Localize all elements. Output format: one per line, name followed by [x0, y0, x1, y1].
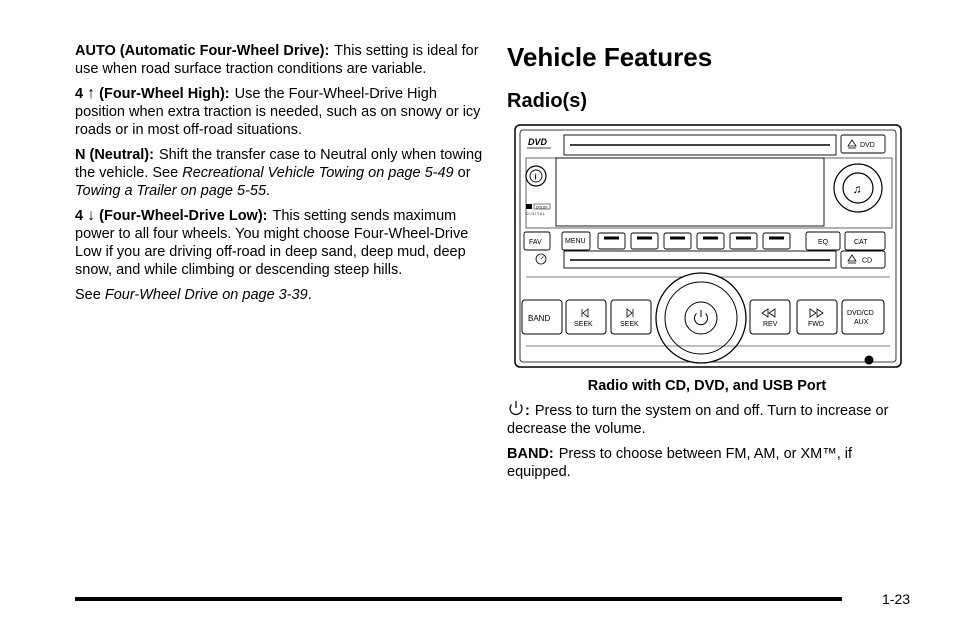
power-paragraph [507, 400, 902, 438]
cat-label: CAT [854, 239, 868, 246]
left-column [75, 42, 485, 311]
four-high-term: (Four-Wheel High): [99, 86, 230, 102]
auto-text: This setting is ideal for use when road surface traction conditions are variable. [75, 43, 479, 77]
rev-button[interactable] [750, 300, 790, 334]
display-screen [556, 158, 824, 226]
dvd-cd-aux-button[interactable] [842, 300, 884, 334]
arrow-up-icon: ↑ [87, 85, 96, 102]
power-text: Press to turn the system on and off. Turn to increase or decrease the volume. [507, 403, 889, 437]
seek-forward-button[interactable] [611, 300, 651, 334]
preset-button-3[interactable] [664, 233, 691, 249]
page-number: 1-23 [882, 591, 911, 607]
info-icon-letter: i [534, 172, 537, 182]
band-term: BAND: [507, 446, 554, 462]
rev-label: REV [763, 321, 778, 328]
preset-button-4[interactable] [697, 233, 724, 249]
footer-rule [75, 597, 842, 601]
seek-forward-label: SEEK [620, 321, 639, 328]
preset-button-6[interactable] [763, 233, 790, 249]
neutral-text-1: Shift the transfer case to Neutral only when towing the vehicle. See [75, 147, 483, 181]
right-column [507, 38, 907, 113]
preset-button-1[interactable] [598, 233, 625, 249]
fwd-label: FWD [808, 321, 824, 328]
rv-towing-link[interactable]: Recreational Vehicle Towing on page 5-49 [182, 165, 454, 181]
neutral-text-2: or [457, 165, 471, 181]
see-text-2: . [307, 287, 312, 303]
page-title: Vehicle Features [507, 42, 713, 72]
neutral-term: N (Neutral): [75, 147, 154, 163]
power-term: : [525, 403, 530, 419]
see-paragraph [75, 286, 485, 304]
radio-illustration [514, 124, 902, 368]
four-low-text: This setting sends maximum power to all four wheels. You might choose Four-Wheel-Drive Low if you are driving off-road in deep sand, deep mud, deep snow, and while climbing or descending steep hills. [75, 208, 469, 278]
band-text: Press to choose between FM, AM, or XM™, if equipped. [507, 446, 853, 480]
dvd-logo: DVD [528, 137, 548, 147]
figure-caption: Radio with CD, DVD, and USB Port [587, 378, 827, 394]
eq-label: EQ [818, 239, 829, 246]
dolby-logo-mark [526, 204, 532, 209]
controls-description [507, 400, 902, 488]
music-note-icon: ♫ [852, 182, 862, 196]
usb-aux-jack[interactable] [865, 356, 874, 365]
band-label: BAND [528, 314, 551, 323]
eject-dvd-label: DVD [860, 142, 875, 149]
power-button[interactable] [685, 302, 717, 334]
dvd-cd-label: DVD/CD [847, 310, 874, 317]
four-low-prefix: 4 [75, 208, 84, 224]
fav-label: FAV [529, 239, 542, 246]
preset-button-5[interactable] [730, 233, 757, 249]
neutral-paragraph [75, 146, 485, 200]
band-paragraph [507, 445, 902, 481]
four-high-prefix: 4 [75, 86, 84, 102]
menu-label: MENU [565, 238, 586, 245]
four-wheel-drive-link[interactable]: Four-Wheel Drive on page 3-39 [104, 287, 308, 303]
auto-term: AUTO (Automatic Four-Wheel Drive): [75, 43, 330, 59]
four-low-term: (Four-Wheel-Drive Low): [99, 208, 268, 224]
seek-back-label: SEEK [574, 321, 593, 328]
auto-paragraph [75, 42, 485, 78]
preset-button-2[interactable] [631, 233, 658, 249]
eject-cd-label: CD [862, 257, 873, 265]
four-high-text: Use the Four-Wheel-Drive High position when extra traction is needed, such as on snowy or icy roads or in most off-road situations. [75, 86, 481, 138]
trailer-towing-link[interactable]: Towing a Trailer on page 5-55 [75, 183, 267, 199]
power-symbol-icon [507, 400, 525, 417]
section-title: Radio(s) [507, 90, 587, 112]
neutral-text-3: . [266, 183, 271, 199]
arrow-down-icon: ↓ [87, 207, 96, 224]
four-high-paragraph [75, 85, 485, 139]
aux-label: AUX [854, 319, 869, 326]
dolby-logo-text: DOLBY [536, 205, 548, 210]
four-low-paragraph [75, 207, 485, 279]
see-text-1: See [75, 287, 101, 303]
dolby-digital-text: D I G I T A L [526, 212, 545, 216]
seek-back-button[interactable] [566, 300, 606, 334]
